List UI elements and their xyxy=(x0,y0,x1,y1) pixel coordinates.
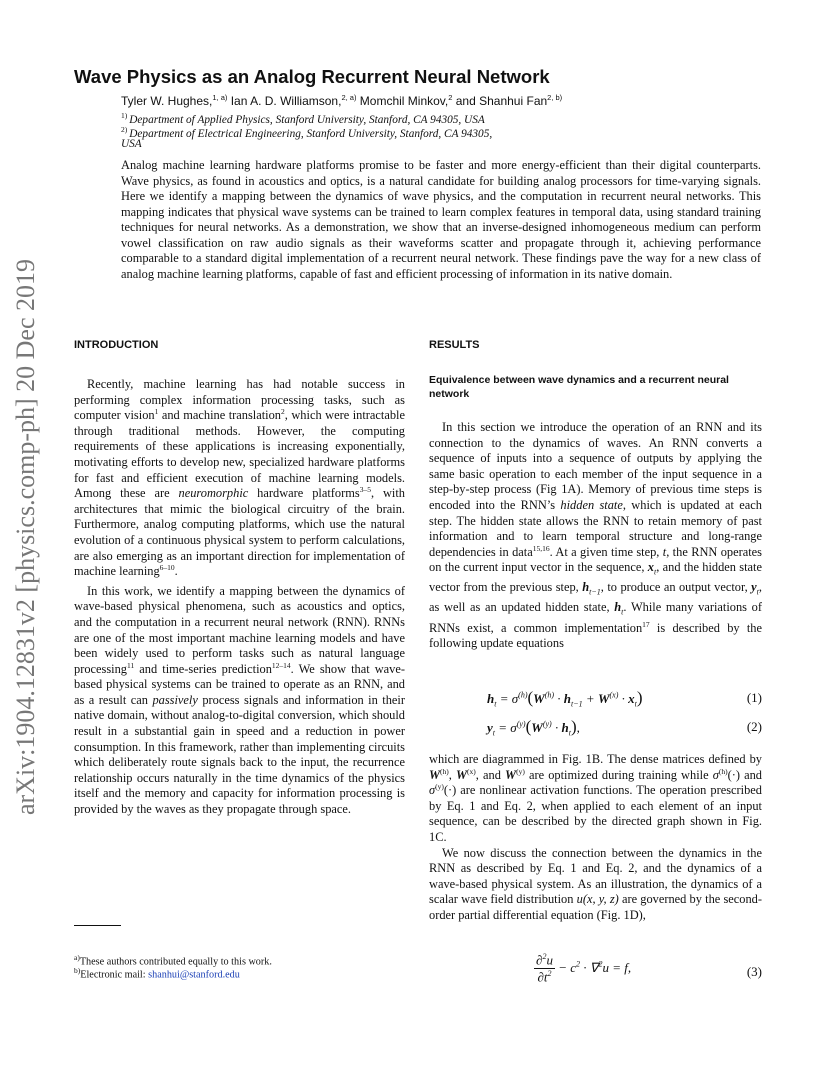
results-paragraph-1: In this section we introduce the operation of an RNN and its connection to the dynamics of waves. An RNN converts a sequence of inputs into a sequence of outputs by applying the same basic operation to each member of the input sequence in a step-by-step process (Fig 1A). Memory of previous time steps is encoded into the RNN’s hidden state, which is updated at each step. The hidden state allows the RNN to retain memory of past information and to learn temporal structure and long-range dependencies in data$^{15,16}$. At a given time step, t, the RNN operates on the current input vector in the sequence, $x_t$, and the hidden state vector from the previous step, $h_{t-1}$, to produce an output vector, $y_t$, as well as an updated hidden state, $h_t$. While many variations of RNNs exist, a common implementation$^{17}$ is described by the following update equations xyxy=(429,420,763,651)
right-column-top xyxy=(429,420,762,652)
affiliation-text: Department of Electrical Engineering, Stanford University, Stanford, CA 94305, xyxy=(129,127,493,140)
equation-1 xyxy=(429,684,762,712)
subsection-equivalence: Equivalence between wave dynamics and a recurrent neural network xyxy=(429,374,729,400)
paper-title: Wave Physics as an Analog Recurrent Neural Network xyxy=(74,66,550,87)
section-results: RESULTS xyxy=(429,339,480,351)
author-list xyxy=(121,93,562,108)
abstract: Analog machine learning hardware platforms promise to be faster and more energy-efficient than their digital counterparts. Wave physics, as found in acoustics and optics, is a natural candidate for building analog processors for time-varying signals. Here we identify a mapping between the dynamics of wave physics, and the computation in recurrent neural networks. This mapping indicates that physical wave systems can be trained to learn complex features in temporal data, using standard training techniques for neural networks. As a demonstration, we show that an inverse-designed inhomogeneous medium can perform vowel classification on raw audio signals as their waveforms scatter and propagate through it, achieving performance comparable to a standard digital implementation of a recurrent neural network. These findings pave the way for a new class of analog machine learning platforms, capable of fast and efficient processing of information in its native domain. xyxy=(121,158,761,281)
author-4: and Shanhui Fan xyxy=(452,94,548,108)
equation-3-number: (3) xyxy=(746,964,762,979)
left-column xyxy=(74,377,405,818)
intro-paragraph-1: Recently, machine learning has had notable success in performing complex information processing tasks, such as computer vision$^1$ and machine translation$^2$, which were intractable through traditional methods. However, the computing requirements of these applications is increasing exponentially, motivating efforts to develop new, specialized hardware platforms for fast and efficient execution of machine learning models. Among these are neuromorphic hardware platforms$^{3-5}$, with architectures that mimic the biological circuitry of the brain. Furthermore, analog computing platforms, which use the natural evolution of a continuous physical system to perform calculations, are also emerging as an important direction for implementation of machine learning$^{6-10}$. xyxy=(74,377,406,579)
arxiv-identifier: arXiv:1904.12831v2 [physics.comp-ph] 20 Dec 2019 xyxy=(11,258,40,816)
equation-1-body: $h_t = \sigma^{(h)}(W^{(h)} \cdot h_{t-1} + W^{(x)} \cdot x_t)$ xyxy=(487,688,643,709)
results-paragraph-3: We now discuss the connection between the dynamics in the RNN as described by Eq. 1 and Eq. 2, and the dynamics of a wave-based physical system. As an illustration, the dynamics of a scalar wave field distribution u(x, y, z) are governed by the second-order partial differential equation (Fig. 1D), xyxy=(429,845,762,922)
equation-2-body: $y_t = \sigma^{(y)}(W^{(y)} \cdot h_t)$, xyxy=(487,717,580,738)
affiliation-mark: 2) xyxy=(121,125,128,134)
arxiv-sidebar xyxy=(6,232,46,842)
intro-paragraph-2: In this work, we identify a mapping between the dynamics of wave-based physical phenomena, such as acoustics and optics, and the computation in a recurrent neural network (RNN). RNNs are one of the most important machine learning models and have been widely used to perform tasks such as natural language processing$^{11}$ and time-series prediction$^{12-14}$. We show that wave-based physical systems can be trained to operate as an RNN, and as a result can passively process signals and information in their native domain, without analog-to-digital conversion, which should result in a substantial gain in speed and a reduction in power consumption. In this framework, rather than implementing circuits which deliberately route signals back to the input, the recurrence relationship occurs naturally in the time dynamics of the physics itself and the memory and capacity for information processing is provided by the waves as they propagate through space. xyxy=(74,583,405,817)
email-link[interactable]: shanhui@stanford.edu xyxy=(148,969,240,981)
author-2-affil: 2, a) xyxy=(341,93,357,102)
author-3: Momchil Minkov, xyxy=(356,94,449,108)
author-1-affil: 1, a) xyxy=(212,93,228,102)
equation-1-number: (1) xyxy=(746,690,762,705)
affiliation-text: Department of Applied Physics, Stanford University, Stanford, CA 94305, USA xyxy=(129,113,485,126)
author-2: Ian A. D. Williamson, xyxy=(227,94,342,108)
right-column-bottom xyxy=(429,752,762,924)
footnote-rule xyxy=(74,925,121,926)
author-4-affil: 2, b) xyxy=(547,93,563,102)
equation-3 xyxy=(429,952,762,988)
author-1: Tyler W. Hughes, xyxy=(121,94,213,108)
results-paragraph-2: which are diagrammed in Fig. 1B. The dense matrices defined by $W^{(h)}$, $W^{(x)}$, and $W^{(y)}$ are optimized during training while $\sigma^{(h)}(\cdot)$ and $\sigma^{(y)}(\cdot)$ are nonlinear activation functions. The operation prescribed by Eq. 1 and Eq. 2, when applied to each element of an input sequence, can be described by the directed graph shown in Fig. 1C. xyxy=(429,752,762,844)
affiliation-mark: 1) xyxy=(121,111,128,120)
section-introduction: INTRODUCTION xyxy=(74,339,159,351)
affiliation-text: USA xyxy=(121,138,142,150)
author-3-affil: 2 xyxy=(448,93,453,102)
equation-2-number: (2) xyxy=(746,719,762,734)
footnote-a: $^{a)}$These authors contributed equally to this work. xyxy=(74,953,272,968)
footnote-b: $^{b)}$Electronic mail: shanhui@stanford.edu xyxy=(74,966,240,981)
equation-3-body: $\frac{\partial^2u}{\partial t^2}$ − $c^2 \cdot \nabla^2u = f$, xyxy=(536,952,632,985)
equation-2 xyxy=(429,713,762,741)
affiliation-2-cont xyxy=(121,137,601,151)
